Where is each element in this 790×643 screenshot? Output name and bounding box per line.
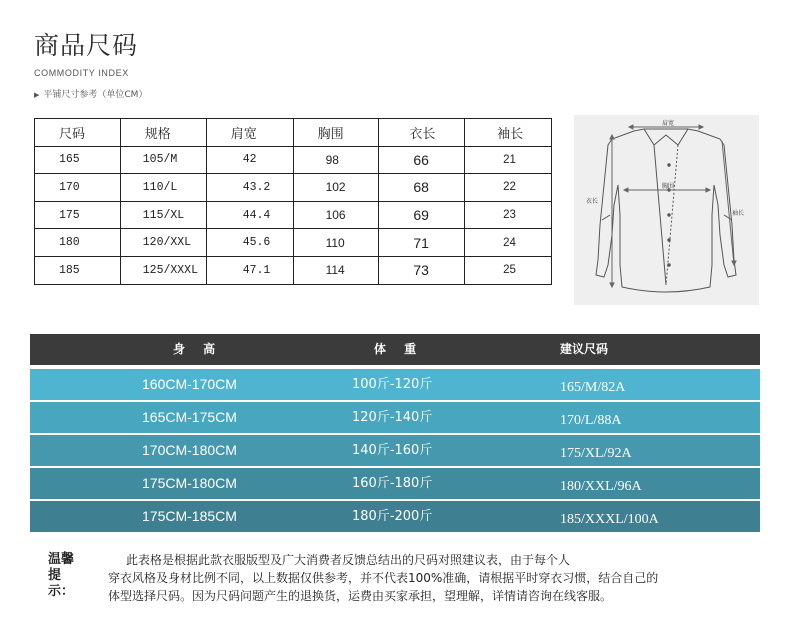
tip-label: 温馨提示：	[48, 552, 75, 599]
size-table	[34, 118, 552, 285]
header-cell: 规格	[120, 119, 206, 147]
table-cell: 21	[465, 146, 552, 174]
weight-cell: 100斤-120斤	[352, 377, 433, 392]
table-row	[35, 229, 552, 257]
size-cell: 165/M/82A	[560, 380, 626, 395]
tip-line: 穿衣风格及身材比例不同，以上数据仅供参考，并不代表100%准确，请根据平时穿衣习惯，结合自己的	[108, 571, 659, 585]
recommend-row	[30, 468, 760, 499]
table-cell: 47.1	[206, 256, 293, 284]
header-cell: 衣长	[379, 119, 465, 147]
header-cell: 胸围	[293, 119, 379, 147]
table-cell: 71	[379, 229, 465, 257]
table-cell: 120/XXL	[120, 229, 206, 257]
height-cell: 160CM-170CM	[142, 376, 237, 392]
table-cell: 69	[379, 201, 465, 229]
recommend-row	[30, 501, 760, 532]
header-height: 身 高	[173, 342, 223, 356]
table-row	[35, 256, 552, 284]
table-cell: 110/L	[120, 174, 206, 202]
table-row	[35, 174, 552, 202]
table-cell: 115/XL	[120, 201, 206, 229]
sleeve-label: 袖长	[732, 210, 745, 217]
table-cell: 22	[465, 174, 552, 202]
recommend-row	[30, 369, 760, 400]
table-cell: 45.6	[206, 229, 293, 257]
table-cell: 175	[35, 201, 121, 229]
table-cell: 102	[293, 174, 379, 202]
page-subtitle: COMMODITY INDEX	[34, 68, 129, 78]
size-table-header	[35, 119, 552, 147]
table-cell: 24	[465, 229, 552, 257]
size-cell: 185/XXXL/100A	[560, 512, 659, 527]
weight-cell: 120斤-140斤	[352, 410, 433, 425]
unit-note-text: 平铺尺寸参考（单位CM）	[43, 90, 148, 100]
table-cell: 170	[35, 174, 121, 202]
table-cell: 165	[35, 146, 121, 174]
height-cell: 170CM-180CM	[142, 442, 237, 458]
page-title: 商品尺码	[34, 31, 139, 60]
table-cell: 185	[35, 256, 121, 284]
header-weight: 体 重	[374, 342, 424, 356]
weight-cell: 180斤-200斤	[352, 509, 433, 524]
recommend-table-header	[30, 334, 760, 365]
size-cell: 175/XL/92A	[560, 446, 632, 461]
table-cell: 180	[35, 229, 121, 257]
table-cell: 43.2	[206, 174, 293, 202]
table-cell: 25	[465, 256, 552, 284]
arrow-right-icon: ▶	[34, 91, 40, 99]
table-row	[35, 146, 552, 174]
table-cell: 68	[379, 174, 465, 202]
weight-cell: 160斤-180斤	[352, 476, 433, 491]
length-label: 衣长	[586, 198, 599, 205]
height-cell: 165CM-175CM	[142, 409, 237, 425]
table-cell: 105/M	[120, 146, 206, 174]
table-cell: 114	[293, 256, 379, 284]
height-cell: 175CM-180CM	[142, 475, 237, 491]
header-cell: 袖长	[465, 119, 552, 147]
table-cell: 44.4	[206, 201, 293, 229]
tip-line: 此表格是根据此款衣服版型及广大消费者反馈总结出的尺码对照建议表，由于每个人	[126, 553, 571, 567]
weight-cell: 140斤-160斤	[352, 443, 433, 458]
header-cell: 尺码	[35, 119, 121, 147]
tip-line: 体型选择尺码。因为尺码问题产生的退换货，运费由买家承担，望理解，详情请咨询在线客服。	[108, 589, 613, 603]
shirt-diagram	[574, 115, 759, 305]
table-cell: 66	[379, 146, 465, 174]
table-row	[35, 201, 552, 229]
header-cell: 肩宽	[206, 119, 293, 147]
recommend-row	[30, 402, 760, 433]
table-cell: 106	[293, 201, 379, 229]
size-cell: 180/XXL/96A	[560, 479, 642, 494]
shirt-icon	[574, 115, 759, 305]
table-cell: 73	[379, 256, 465, 284]
shoulder-label: 肩宽	[662, 120, 675, 127]
table-cell: 42	[206, 146, 293, 174]
unit-note	[34, 87, 147, 100]
height-cell: 175CM-185CM	[142, 508, 237, 524]
chest-label: 胸围	[662, 183, 675, 190]
recommend-row	[30, 435, 760, 466]
header-size: 建议尺码	[560, 342, 609, 356]
table-cell: 110	[293, 229, 379, 257]
tip-text	[108, 552, 766, 604]
table-cell: 125/XXXL	[120, 256, 206, 284]
size-cell: 170/L/88A	[560, 413, 622, 428]
table-cell: 23	[465, 201, 552, 229]
table-cell: 98	[293, 146, 379, 174]
